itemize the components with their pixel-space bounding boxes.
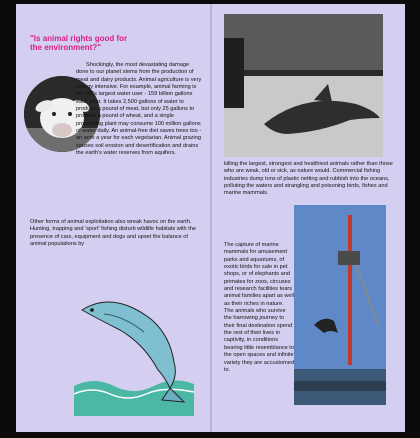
diving-horse-photo xyxy=(294,205,386,405)
leaping-fish-illustration xyxy=(74,290,194,416)
right-paragraph-1: killing the largest, strongest and healthiest animals rather than those who are weak, old or sick, as nature would. Commercial fishing industries dump tons of plastic netting and rubbish into the oceans, polluting the waters and strangling and poisoning birds, fishes and marine mammals. xyxy=(224,161,393,197)
left-paragraph-1: Shockingly, the most devastating damage done to our planet stems from the production of meat and dairy products. Animal agriculture is very energy intensive. For example, animal farming is the UK's largest water user - 159 billion gallons each year. It takes 2,500 gallons of water to produce a pound of meat, but only 25 gallons to produce a pound of wheat, and a single processing plant may consume 100 million gallons of water daily. An animal-free diet saves trees too - an acre a year for each vegetarian. Animal grazing causes soil erosion and desertification and drains the earth's water reserves from aquifers. xyxy=(76,62,202,157)
right-page xyxy=(212,4,405,432)
page-heading: "Is animal rights good for the environment?" xyxy=(30,34,128,52)
right-paragraph-2: The capture of marine mammals for amusement parks and aquariums, of exotic birds for sale in pet shops, or of elephants and primates for zoos, circuses and research facilities tears animal families apart as well as their riches in nature. The animals who survive the harrowing journey to their final destination spend the rest of their lives in captivity, in conditions bearing little resemblance to the open spaces and infinite variety they are accustomed to. xyxy=(224,242,294,373)
dolphin-show-photo xyxy=(224,14,383,157)
left-page xyxy=(16,4,210,432)
left-paragraph-2: Other forms of animal exploitation also wreak havoc on the earth. Hunting, trapping and 'sport' fishing disturb wildlife habitats with the presence of cars, equipment and dogs and upset the balance of animal populations by xyxy=(30,219,197,248)
